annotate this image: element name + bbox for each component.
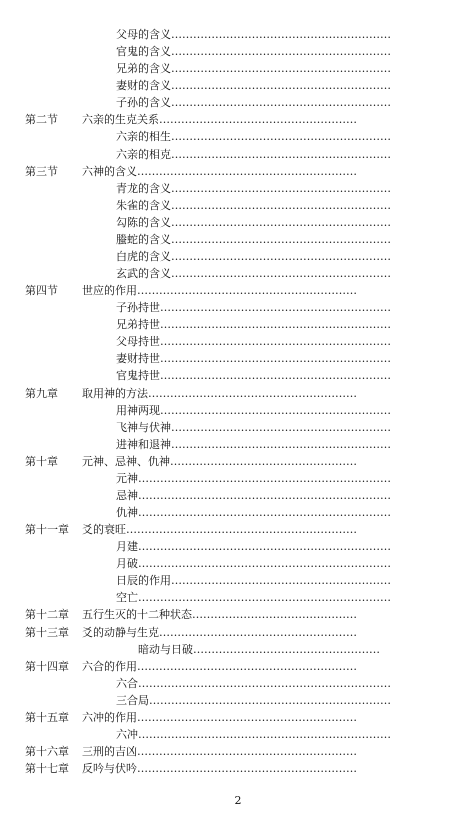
toc-entry-title: 青龙的含义…………………………………………………… [116,181,391,195]
toc-entry-title: 六冲…………………………………………………………… [116,727,391,741]
toc-entry-title: 三刑的吉凶…………………………………………………… [82,744,357,758]
toc-entry-number: 第十三章 [25,625,69,639]
toc-entry-section [0,163,476,180]
toc-entry-title: 官鬼的含义…………………………………………………… [116,45,391,59]
toc-entry-number: 第十二章 [25,608,69,622]
toc-entry [0,692,476,709]
toc-entry [0,470,476,487]
toc-entry-section [0,453,476,470]
toc-entry-section [0,282,476,299]
toc-entry-title: 父母持世……………………………………………………… [116,335,391,349]
toc-entry-section [0,624,476,641]
toc-entry-title: 子孙持世……………………………………………………… [116,301,391,315]
toc-entry [0,231,476,248]
toc-entry-title: 六亲的相克…………………………………………………… [116,147,391,161]
toc-entry-section [0,606,476,623]
toc-entry-title: 忌神…………………………………………………………… [116,488,391,502]
toc-entry [0,316,476,333]
toc-entry-number: 第十六章 [25,744,69,758]
toc-entry-title: 爻的衰旺……………………………………………………… [82,523,357,536]
toc-entry-title: 三合局………………………………………………………… [116,693,391,707]
toc-entry [0,419,476,436]
toc-entry-title: 爻的动静与生克……………………………………………… [82,625,357,639]
toc-entry-title: 六冲的作用…………………………………………………… [82,710,357,724]
toc-entry-title: 世应的作用…………………………………………………… [82,284,357,298]
toc-entry-title: 元神、忌神、仇神…………………………………………… [82,454,357,468]
toc-entry [0,726,476,743]
toc-entry [0,94,476,111]
toc-entry-section [0,760,476,777]
page-number: 2 [234,794,242,807]
toc-entry-title: 月建…………………………………………………………… [116,540,391,554]
toc-entry [0,589,476,606]
toc-entry [0,436,476,453]
toc-entry [0,675,476,692]
toc-entry-title: 六亲的相生…………………………………………………… [116,130,391,144]
toc-entry-title: 元神…………………………………………………………… [116,471,391,485]
toc-entry-section [0,111,476,128]
toc-entry-title: 妻财持世……………………………………………………… [116,352,391,366]
toc-entry-title: 暗动与日破…………………………………………… [138,642,380,656]
toc-entry-title: 五行生灭的十二种状态……………………………………… [82,608,357,622]
toc-entry [0,367,476,384]
toc-entry-number: 第十一章 [25,523,69,536]
toc-entry-number: 第十七章 [25,762,69,775]
toc-entry [0,572,476,589]
toc-entry-title: 六合的作用…………………………………………………… [82,659,357,673]
toc-entry-title: 六亲的生克关系……………………………………………… [82,113,357,127]
toc-entry [0,77,476,94]
toc-entry-title: 仇神…………………………………………………………… [116,506,391,519]
toc-entry [0,641,476,658]
toc-entry-section [0,709,476,726]
toc-entry-number: 第十章 [25,454,58,468]
toc-entry-title: 进神和退神…………………………………………………… [116,437,391,451]
toc-entry [0,180,476,197]
toc-entry-title: 妻财的含义…………………………………………………… [116,79,391,93]
toc-entry [0,555,476,572]
toc-entry-number: 第十四章 [25,659,69,673]
toc-entry-number: 第九章 [25,386,58,400]
toc-entry-title: 朱雀的含义…………………………………………………… [116,198,391,212]
toc-entry [0,248,476,265]
toc-entry-title: 用神两现……………………………………………………… [116,403,391,417]
toc-entry [0,26,476,43]
toc-entry-section [0,521,476,538]
toc-entry-number: 第三节 [25,164,58,178]
toc-entry-title: 日辰的作用…………………………………………………… [116,574,391,588]
toc-entry-title: 官鬼持世……………………………………………………… [116,369,391,383]
toc-entry-title: 兄弟的含义…………………………………………………… [116,62,391,76]
toc-entry-number: 第四节 [25,284,58,298]
toc-entry-number: 第二节 [25,113,58,127]
toc-entry [0,60,476,77]
toc-entry [0,265,476,282]
toc-entry-title: 飞神与伏神…………………………………………………… [116,420,391,434]
toc-entry [0,146,476,163]
toc-entry [0,43,476,60]
toc-entry-title: 六合…………………………………………………………… [116,676,391,690]
toc-entry-section [0,385,476,402]
toc-entry-title: 勾陈的含义…………………………………………………… [116,215,391,229]
toc-entry [0,214,476,231]
toc-entry-title: 螣蛇的含义…………………………………………………… [116,232,391,246]
toc-entry [0,128,476,145]
toc-entry-section [0,658,476,675]
toc-entry-title: 反吟与伏吟…………………………………………………… [82,762,357,775]
toc-entry-section [0,743,476,760]
toc-entry-title: 六神的含义…………………………………………………… [82,164,357,178]
toc-entry [0,487,476,504]
toc-entry [0,333,476,350]
toc-entry [0,538,476,555]
toc-entry-title: 子孙的含义…………………………………………………… [116,96,391,110]
toc-entry-title: 玄武的含义…………………………………………………… [116,267,391,280]
toc-entry [0,299,476,316]
toc-entry [0,504,476,521]
toc-entry-title: 空亡…………………………………………………………… [116,591,391,605]
toc-entry [0,197,476,214]
toc-entry-title: 父母的含义…………………………………………………… [116,28,391,41]
toc-entry [0,402,476,419]
toc-entry-title: 白虎的含义…………………………………………………… [116,249,391,263]
toc-entry-number: 第十五章 [25,710,69,724]
toc-entry-title: 取用神的方法………………………………………………… [82,386,357,400]
toc-entry-title: 兄弟持世……………………………………………………… [116,318,391,332]
toc-entry-title: 月破…………………………………………………………… [116,557,391,571]
toc-entry [0,350,476,367]
